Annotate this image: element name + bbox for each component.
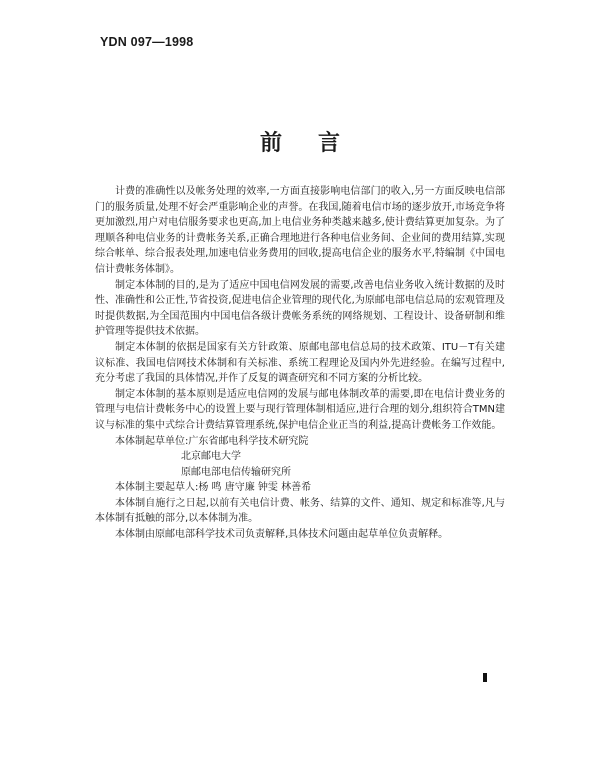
effective-note: 本体制自施行之日起,以前有关电信计费、帐务、结算的文件、通知、规定和标准等,凡与本体制有抵触的部分,以本体制为准。 xyxy=(95,497,505,525)
document-body xyxy=(95,184,505,543)
paragraph-purpose-intro: 计费的准确性以及帐务处理的效率,一方面直接影响电信部门的收入,另一方面反映电信部门的服务质量,处理不好会严重影响企业的声誉。在我国,随着电信市场的逐步放开,市场竞争将更加激烈,用户对电信服务要求也更高,加上电信业务种类越来越多,使计费结算更加复杂。为了理顺各种电信业务的计费帐务关系,正确合理地进行各种电信业务间、企业间的费用结算,实现综合帐单、综合报表处理,加速电信业务费用的回收,提高电信企业的服务水平,特编制《中国电信计费帐务体制》。 xyxy=(95,186,505,275)
main-drafters: 本体制主要起草人:杨 鸣 唐守廉 钟雯 林善希 xyxy=(115,482,312,494)
document-code: YDN 097—1998 xyxy=(100,35,194,49)
interpretation-note: 本体制由原邮电部科学技术司负责解释,具体技术问题由起草单位负责解释。 xyxy=(115,529,449,541)
page-title: 前言 xyxy=(259,131,376,156)
end-mark xyxy=(483,673,487,682)
paragraph-basis: 制定本体制的依据是国家有关方针政策、原邮电部电信总局的技术政策、ITU－T有关建议标准、我国电信网技术体制和有关标准、系统工程理论及国内外先进经验。在编写过程中,充分考虑了我国的具体情况,并作了反复的调查研究和不同方案的分析比较。 xyxy=(95,341,505,385)
drafting-unit-tertiary: 原邮电部电信传输研究所 xyxy=(181,466,291,478)
paragraph-principles: 制定本体制的基本原则是适应电信网的发展与邮电体制改革的需要,即在电信计费业务的管理与电信计费帐务中心的设置上要与现行管理体制相适应,进行合理的划分,组织符合TMN建议与标准的集中式综合计费结算管理系统,保护电信企业正当的利益,提高计费帐务工作效能。 xyxy=(95,388,505,431)
paragraph-objective: 制定本体制的目的,是为了适应中国电信网发展的需要,改善电信业务收入统计数据的及时性、准确性和公正性,节省投资,促进电信企业管理的现代化,为原邮电部电信总局的宏观管理及时提供数据,为全国范围内中国电信各级计费帐务系统的网络规划、工程设计、设备研制和维护管理等提供技术依据。 xyxy=(95,279,505,338)
drafting-units xyxy=(95,434,505,481)
drafting-unit-secondary: 北京邮电大学 xyxy=(181,451,241,463)
drafting-unit-primary: 本体制起草单位:广东省邮电科学技术研究院 xyxy=(115,435,309,447)
